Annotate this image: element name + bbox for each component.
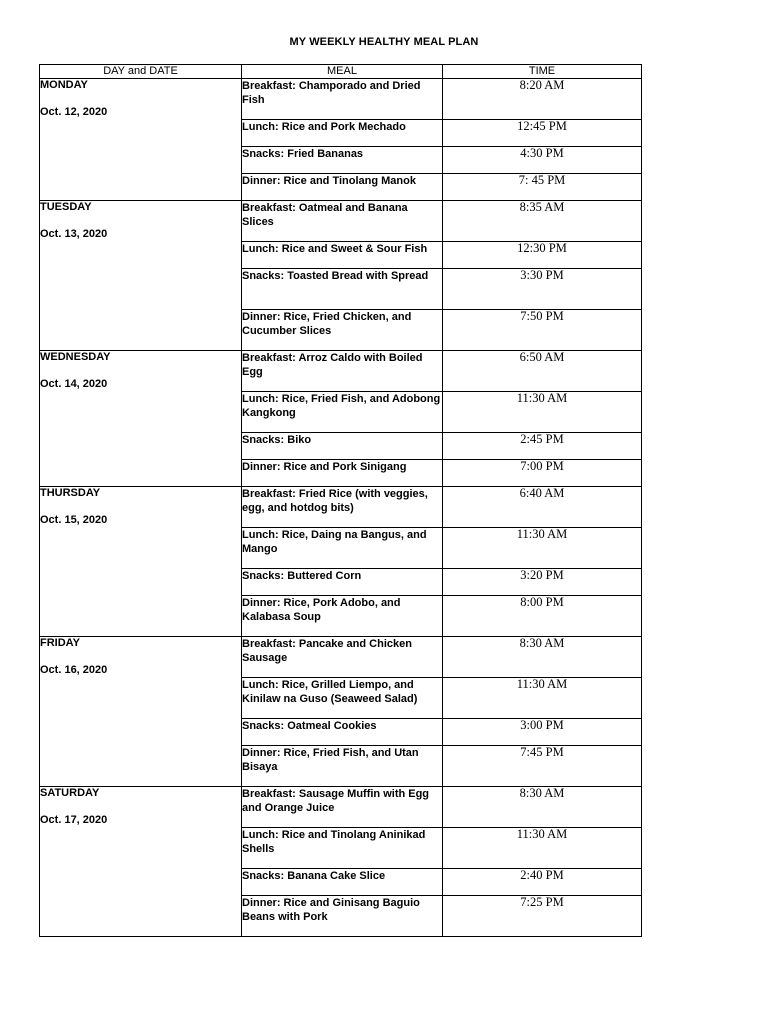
table-header-row	[40, 65, 642, 79]
day-date: Oct. 14, 2020	[40, 378, 108, 390]
meal-cell: Dinner: Rice, Fried Fish, and Utan Bisaya	[242, 746, 443, 787]
meal-cell: Snacks: Fried Bananas	[242, 147, 443, 174]
day-date: Oct. 15, 2020	[40, 514, 108, 526]
meal-cell: Lunch: Rice and Pork Mechado	[242, 120, 443, 147]
meal-cell: Snacks: Buttered Corn	[242, 569, 443, 596]
meal-cell: Breakfast: Sausage Muffin with Egg and Orange Juice	[242, 787, 443, 828]
day-date: Oct. 16, 2020	[40, 664, 108, 676]
time-cell: 2:40 PM	[443, 869, 642, 896]
day-name: TUESDAY	[40, 201, 92, 213]
day-cell	[40, 201, 242, 351]
table-row	[40, 201, 642, 242]
day-cell	[40, 637, 242, 787]
meal-cell: Lunch: Rice and Tinolang Aninikad Shells	[242, 828, 443, 869]
time-cell: 3:30 PM	[443, 269, 642, 310]
time-cell: 12:45 PM	[443, 120, 642, 147]
meal-cell: Dinner: Rice, Pork Adobo, and Kalabasa Soup	[242, 596, 443, 637]
header-time: TIME	[443, 65, 642, 79]
time-cell: 7:00 PM	[443, 460, 642, 487]
table-row	[40, 787, 642, 828]
time-cell: 8:00 PM	[443, 596, 642, 637]
time-cell: 8:35 AM	[443, 201, 642, 242]
meal-cell: Breakfast: Fried Rice (with veggies, egg, and hotdog bits)	[242, 487, 443, 528]
meal-cell: Dinner: Rice and Tinolang Manok	[242, 174, 443, 201]
time-cell: 3:20 PM	[443, 569, 642, 596]
time-cell: 7:50 PM	[443, 310, 642, 351]
time-cell: 8:30 AM	[443, 787, 642, 828]
table-body	[40, 79, 642, 937]
time-cell: 12:30 PM	[443, 242, 642, 269]
document-title: MY WEEKLY HEALTHY MEAL PLAN	[289, 36, 479, 48]
time-cell: 4:30 PM	[443, 147, 642, 174]
time-cell: 11:30 AM	[443, 392, 642, 433]
meal-cell: Breakfast: Champorado and Dried Fish	[242, 79, 443, 120]
day-name: WEDNESDAY	[40, 351, 111, 363]
time-cell: 8:30 AM	[443, 637, 642, 678]
table-row	[40, 351, 642, 392]
meal-cell: Lunch: Rice, Fried Fish, and Adobong Kangkong	[242, 392, 443, 433]
time-cell: 11:30 AM	[443, 528, 642, 569]
meal-cell: Lunch: Rice and Sweet & Sour Fish	[242, 242, 443, 269]
day-cell	[40, 351, 242, 487]
day-name: THURSDAY	[40, 487, 101, 499]
table-row	[40, 487, 642, 528]
day-date: Oct. 12, 2020	[40, 106, 108, 118]
day-cell	[40, 787, 242, 937]
time-cell: 2:45 PM	[443, 433, 642, 460]
header-meal: MEAL	[242, 65, 443, 79]
meal-cell: Lunch: Rice, Grilled Liempo, and Kinilaw na Guso (Seaweed Salad)	[242, 678, 443, 719]
meal-cell: Snacks: Oatmeal Cookies	[242, 719, 443, 746]
table-row	[40, 79, 642, 120]
day-name: MONDAY	[40, 79, 88, 91]
meal-plan-table	[39, 64, 642, 937]
time-cell: 11:30 AM	[443, 828, 642, 869]
meal-cell: Breakfast: Pancake and Chicken Sausage	[242, 637, 443, 678]
header-day-and-date: DAY and DATE	[40, 65, 242, 79]
meal-cell: Dinner: Rice and Ginisang Baguio Beans with Pork	[242, 896, 443, 937]
time-cell: 6:40 AM	[443, 487, 642, 528]
day-date: Oct. 13, 2020	[40, 228, 108, 240]
day-name: SATURDAY	[40, 787, 100, 799]
meal-cell: Dinner: Rice, Fried Chicken, and Cucumber Slices	[242, 310, 443, 351]
time-cell: 6:50 AM	[443, 351, 642, 392]
meal-cell: Snacks: Biko	[242, 433, 443, 460]
table-row	[40, 637, 642, 678]
time-cell: 7:45 PM	[443, 746, 642, 787]
time-cell: 7:25 PM	[443, 896, 642, 937]
time-cell: 11:30 AM	[443, 678, 642, 719]
meal-cell: Snacks: Toasted Bread with Spread	[242, 269, 443, 310]
meal-cell: Lunch: Rice, Daing na Bangus, and Mango	[242, 528, 443, 569]
day-name: FRIDAY	[40, 637, 80, 649]
day-cell	[40, 79, 242, 201]
time-cell: 7: 45 PM	[443, 174, 642, 201]
meal-cell: Breakfast: Oatmeal and Banana Slices	[242, 201, 443, 242]
meal-cell: Snacks: Banana Cake Slice	[242, 869, 443, 896]
day-date: Oct. 17, 2020	[40, 814, 108, 826]
time-cell: 3:00 PM	[443, 719, 642, 746]
meal-cell: Breakfast: Arroz Caldo with Boiled Egg	[242, 351, 443, 392]
meal-cell: Dinner: Rice and Pork Sinigang	[242, 460, 443, 487]
day-cell	[40, 487, 242, 637]
time-cell: 8:20 AM	[443, 79, 642, 120]
